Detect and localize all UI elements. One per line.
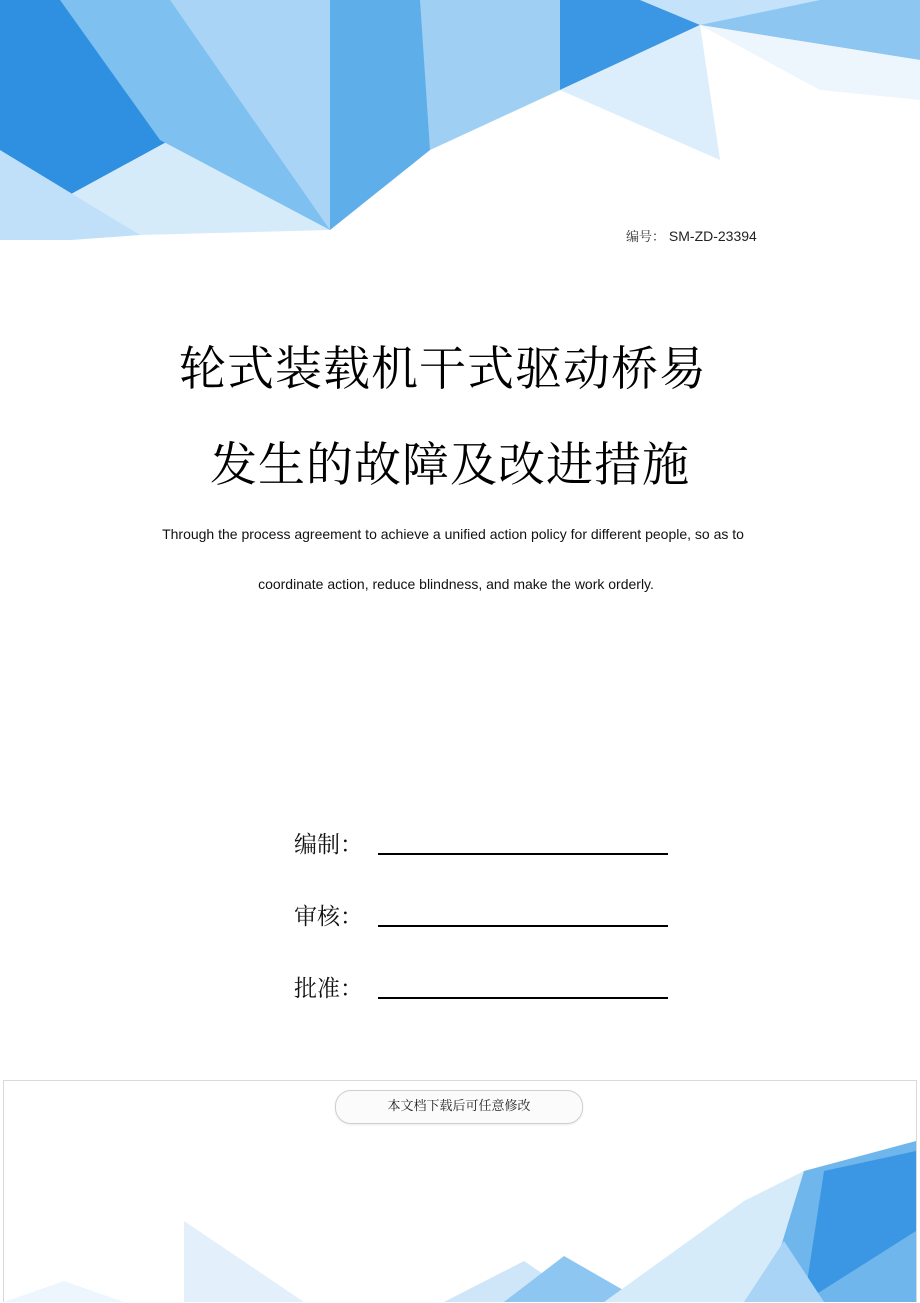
signature-row-compiler (294, 826, 674, 860)
document-number-value: SM-ZD-23394 (668, 228, 757, 244)
signature-label: 批准： (294, 976, 363, 1002)
editable-notice-badge: 本文档下载后可任意修改 (335, 1090, 583, 1124)
signature-label: 编制： (294, 832, 363, 858)
signature-row-reviewer (294, 898, 674, 932)
top-decorative-banner (0, 0, 920, 240)
subtitle-line-1: Through the process agreement to achieve a unified action policy for different people, so as to (162, 526, 744, 542)
document-number (626, 226, 826, 245)
signature-row-approver (294, 970, 674, 1004)
signature-line (378, 997, 668, 999)
signature-label: 审核： (294, 904, 363, 930)
document-title-line-1: 轮式装载机干式驱动桥易 (179, 342, 707, 397)
document-number-label: 编号： (626, 230, 666, 245)
signature-line (378, 925, 668, 927)
document-title-line-2: 发生的故障及改进措施 (210, 438, 690, 493)
signature-line (378, 853, 668, 855)
subtitle-line-2: coordinate action, reduce blindness, and make the work orderly. (258, 576, 654, 592)
